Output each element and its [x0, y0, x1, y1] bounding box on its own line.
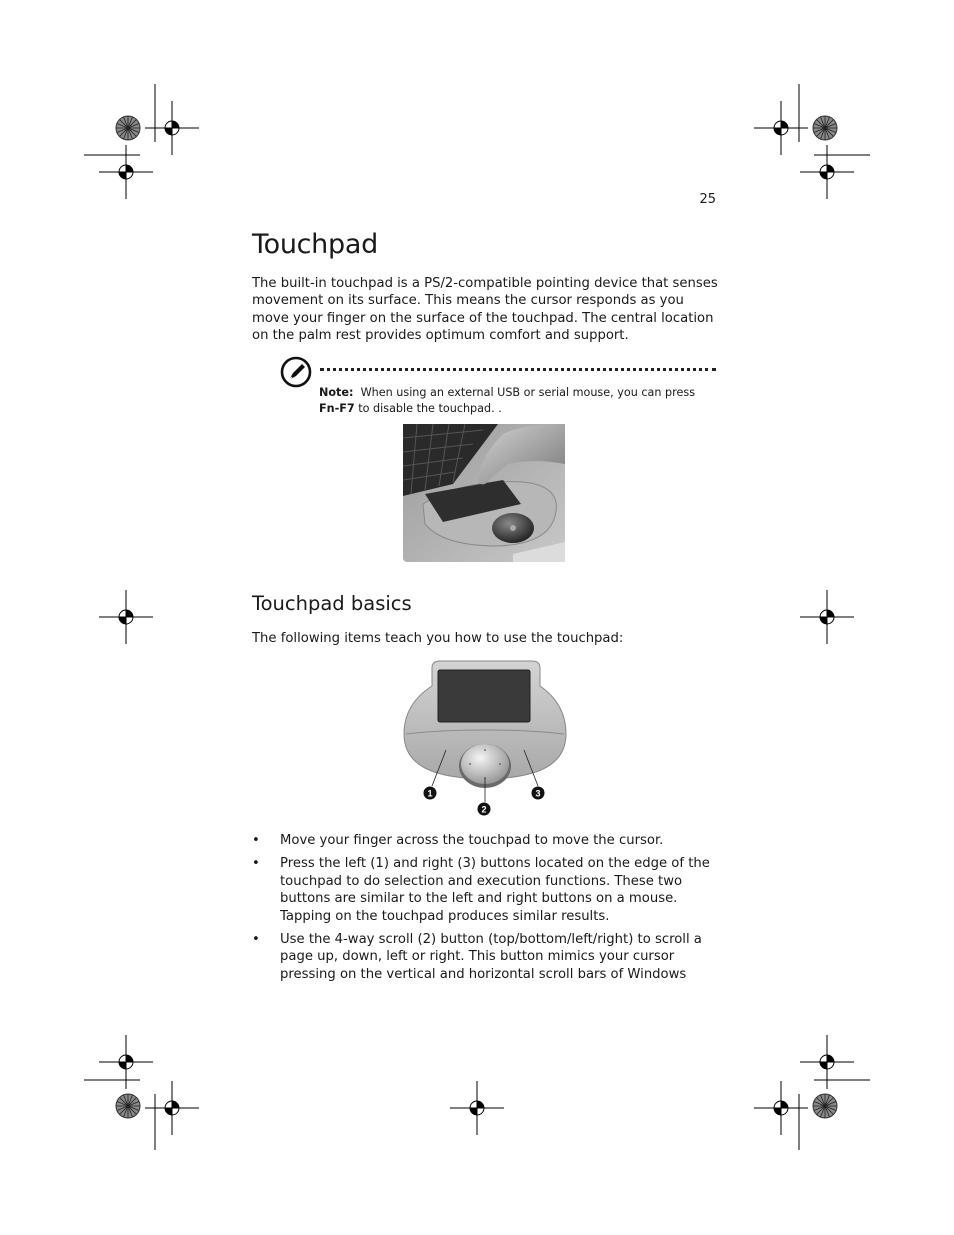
bullet-symbol: • [252, 932, 260, 948]
note-icon [280, 356, 312, 388]
touchpad-diagram [400, 658, 570, 820]
note-text-after: to disable the touchpad. . [358, 402, 502, 415]
bullet-text: Press the left (1) and right (3) buttons located on the edge of the touchpad to do selection and execution functions. These two buttons are similar to the left and right buttons on a mouse. Tapping on the touchpad produces similar results. [280, 856, 710, 924]
bullet-symbol: • [252, 833, 260, 848]
note-text-before: When using an external USB or serial mouse, you can press [360, 386, 696, 399]
callout-2-label: 2 [481, 804, 487, 815]
bullet-text: Move your finger across the touchpad to move the cursor. [280, 833, 664, 848]
bullet-symbol: • [252, 856, 260, 872]
note-key: Fn-F7 [319, 402, 355, 415]
list-item [252, 931, 722, 983]
bullet-text: Use the 4-way scroll (2) button (top/bottom/left/right) to scroll a page up, down, left or right. This button mimics your cursor pressing on the vertical and horizontal scroll bars of Windows [280, 932, 702, 982]
touchpad-photo [403, 424, 565, 562]
list-item [252, 855, 722, 925]
callout-1-label: 1 [427, 788, 433, 799]
callout-3-label: 3 [535, 788, 541, 799]
callout-1 [424, 787, 437, 800]
basics-intro: The following items teach you how to use the touchpad: [252, 631, 624, 646]
basics-title: Touchpad basics [252, 592, 412, 615]
note-divider [320, 368, 716, 371]
page-number: 25 [699, 192, 716, 207]
note-text [319, 385, 719, 417]
section-title: Touchpad [252, 229, 378, 260]
basics-bullet-list [252, 832, 722, 989]
note-label: Note: [319, 386, 354, 399]
intro-paragraph: The built-in touchpad is a PS/2-compatible pointing device that senses movement on its surface. This means the cursor responds as you move your finger on the surface of the touchpad. The central location on the palm rest provides optimum comfort and support. [252, 276, 718, 344]
callout-3 [532, 787, 545, 800]
list-item [252, 832, 722, 849]
touchpad-surface [438, 670, 530, 722]
callout-2 [478, 803, 491, 816]
